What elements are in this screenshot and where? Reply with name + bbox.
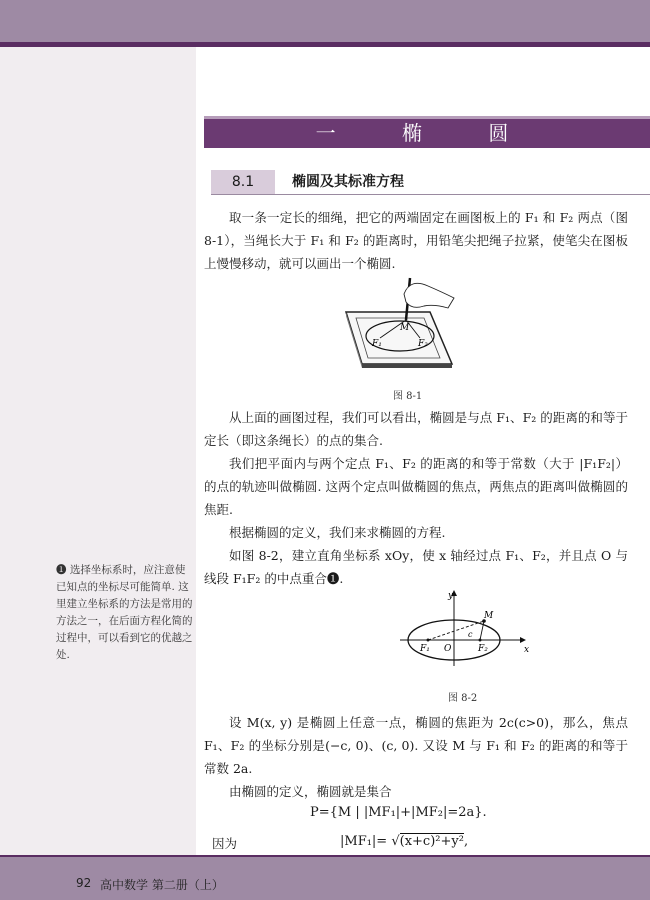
mf1-left: |MF₁|= [340,834,388,849]
figure-8-2-caption: 图 8-2 [448,693,478,704]
figure-8-2 [398,588,534,668]
paragraph-4: 根据椭圆的定义，我们来求椭圆的方程. [229,525,446,540]
because-label: 因为 [212,836,238,851]
fig2-label-o: O [444,644,452,654]
section-title: 椭圆及其标准方程 [292,174,404,190]
hand [404,283,454,308]
paragraph-7: 由椭圆的定义，椭圆就是集合 [229,784,392,799]
mf1-formula [340,834,468,849]
margin-sidebar [0,47,196,857]
fig2-label-y: y [448,591,454,601]
fig2-label-c: c [468,630,473,639]
fig1-label-f1: F₁ [372,339,382,349]
page-number: 92 [76,876,92,890]
fig2-label-f2: F₂ [478,644,488,654]
mf1-tail: , [463,834,469,849]
fig2-label-f1: F₁ [420,644,430,654]
figure-8-1-caption: 图 8-1 [393,391,423,402]
fig2-label-x: x [524,645,530,655]
fig2-label-m: M [484,611,494,621]
sidenote: ❶ 选择坐标系时，应注意使已知点的坐标尽可能简单. 这里建立坐标系的方法是常用的方法之一，在后面方程化简的过程中，可以看到它的优越之处. [56,564,193,661]
mf1-radicand: (x+c)²+y² [399,834,464,849]
top-banner [0,0,650,42]
section-divider [211,194,650,195]
paragraph-1: 取一条一定长的细绳，把它的两端固定在画图板上的 F₁ 和 F₂ 两点（图 8-1），当绳长大于 F₁ 和 F₂ 的距离时，用铅笔尖把绳子拉紧，使笔尖在图板上慢慢移动，就可以画出一个椭圆. [204,210,628,271]
fig1-label-f2: F₂ [418,339,428,349]
paragraph-2: 从上面的画图过程，我们可以看出，椭圆是与点 F₁、F₂ 的距离的和等于定长（即这条绳长）的点的集合. [204,410,628,448]
fig1-label-m: M [400,323,410,333]
paragraph-3: 我们把平面内与两个定点 F₁、F₂ 的距离的和等于常数（大于 |F₁F₂|）的点的轨迹叫做椭圆. 这两个定点叫做椭圆的焦点，两焦点的距离叫做椭圆的焦距. [204,456,628,517]
section-number: 8.1 [211,170,275,194]
paragraph-5: 如图 8-2，建立直角坐标系 xOy，使 x 轴经过点 F₁、F₂，并且点 O 与线段 F₁F₂ 的中点重合❶. [204,548,628,586]
figure-8-1 [340,272,460,372]
set-formula: P={M | |MF₁|+|MF₂|=2a}. [310,805,487,820]
paragraph-6: 设 M(x, y) 是椭圆上任意一点，椭圆的焦距为 2c(c>0)，那么，焦点 F₁、F₂ 的坐标分别是(−c, 0)、(c, 0). 又设 M 与 F₁ 和 F₂ 的距离的和等于常数 2a. [204,715,628,776]
bottom-banner [0,857,650,900]
book-title: 高中数学 第二册（上） [100,878,224,892]
chapter-title: 一 椭 圆 [204,116,650,148]
sqrt-sign: √ [391,834,400,849]
